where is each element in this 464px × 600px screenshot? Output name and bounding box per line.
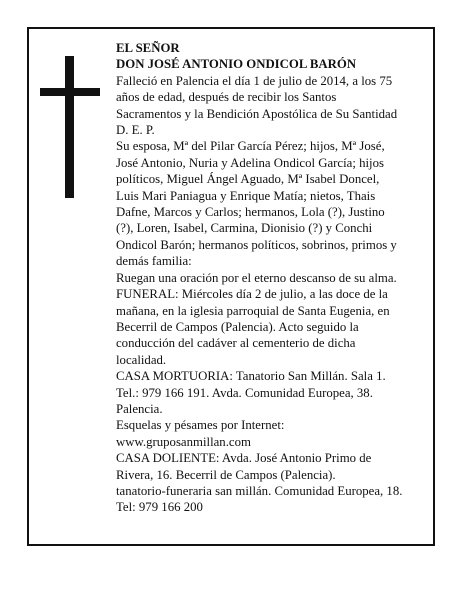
body-line: Ondicol Barón; hermanos políticos, sobrinos, primos y [116, 237, 397, 252]
body-line: Su esposa, Mª del Pilar García Pérez; hijos, Mª José, [116, 139, 385, 154]
obituary-text [116, 40, 426, 516]
body-line: Palencia. [116, 401, 163, 416]
body-line: Luis Mari Paniagua y Enrique Matía; nietos, Thais [116, 188, 376, 203]
deceased-name: DON JOSÉ ANTONIO ONDICOL BARÓN [116, 57, 357, 72]
body-line: Esquelas y pésames por Internet: [116, 418, 285, 433]
body-line: Sacramentos y la Bendición Apostólica de Su Santidad [116, 106, 398, 121]
cross-vertical-bar [65, 56, 74, 198]
body-line: Tel.: 979 166 191. Avda. Comunidad Europea, 38. [116, 385, 373, 400]
body-line: Becerril de Campos (Palencia). Acto seguido la [116, 319, 359, 334]
body-line: CASA MORTUORIA: Tanatorio San Millán. Sala 1. [116, 369, 386, 384]
cross-icon [40, 56, 100, 198]
body-line: Falleció en Palencia el día 1 de julio de 2014, a los 75 [116, 73, 393, 88]
body-line: políticos, Miguel Ángel Aguado, Mª Isabel Doncel, [116, 172, 380, 187]
body-line: www.gruposanmillan.com [116, 434, 251, 449]
body-line: Dafne, Marcos y Carlos; hermanos, Lola (?), Justino [116, 205, 385, 220]
body-line: Tel: 979 166 200 [116, 500, 203, 515]
body-line: mañana, en la iglesia parroquial de Santa Eugenia, en [116, 303, 390, 318]
body-line: Rivera, 16. Becerril de Campos (Palencia). [116, 467, 336, 482]
heading-title: EL SEÑOR [116, 41, 180, 55]
body-line: José Antonio, Nuria y Adelina Ondicol García; hijos [116, 155, 384, 170]
body-line: conducción del cadáver al cementerio de dicha [116, 336, 356, 351]
body-line: Ruegan una oración por el eterno descanso de su alma. [116, 270, 397, 285]
body-line: localidad. [116, 352, 167, 367]
body-line: D. E. P. [116, 123, 155, 138]
body-line: CASA DOLIENTE: Avda. José Antonio Primo de [116, 451, 372, 466]
body-line: tanatorio-funeraria san millán. Comunidad Europea, 18. [116, 483, 403, 498]
body-line: FUNERAL: Miércoles día 2 de julio, a las doce de la [116, 287, 388, 302]
body-line: demás familia: [116, 254, 192, 269]
body-line: años de edad, después de recibir los Santos [116, 90, 337, 105]
cross-horizontal-bar [40, 88, 100, 96]
body-line: (?), Loren, Isabel, Carmina, Dionisio (?) y Conchi [116, 221, 373, 236]
